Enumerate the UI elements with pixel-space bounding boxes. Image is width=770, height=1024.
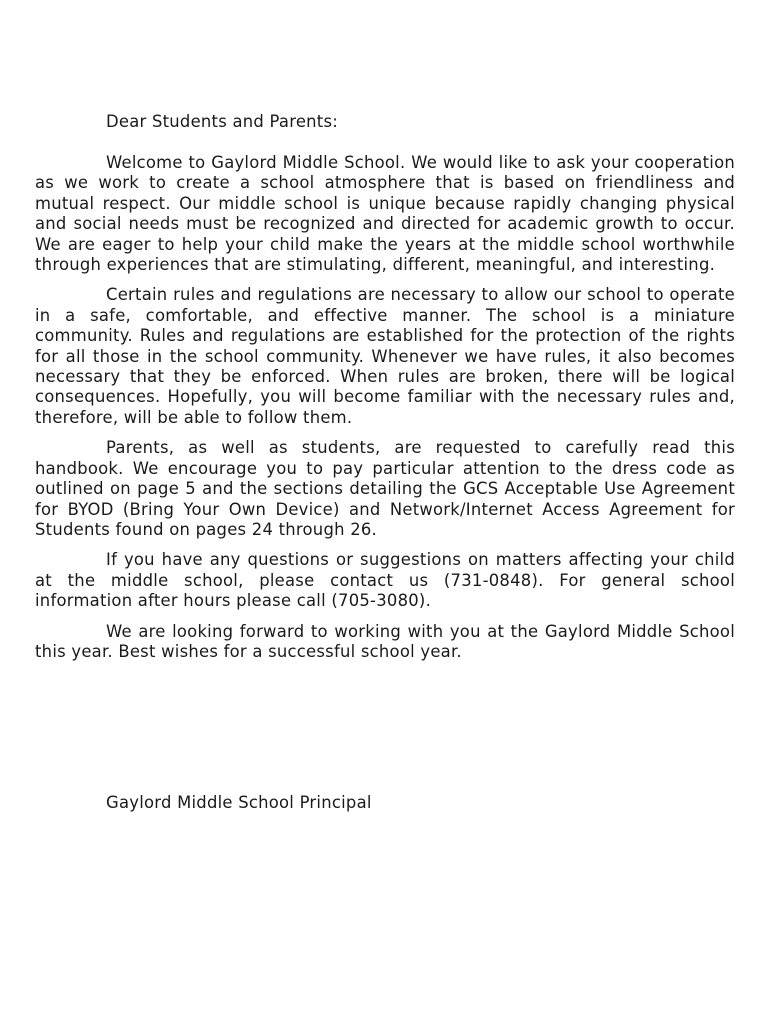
paragraph-welcome: Welcome to Gaylord Middle School. We would like to ask your cooperation as we work to create a school atmosphere that is based on friendliness and mutual respect. Our middle school is unique because rapidly changing physical and social needs must be recognized and directed for academic growth to occur. We are eager to help your child make the years at the middle school worthwhile through experiences that are stimulating, different, meaningful, and interesting.: [35, 153, 735, 275]
paragraph-contact: If you have any questions or suggestions on matters affecting your child at the middle school, please contact us (731-0848). For general school information after hours please call (705-3080).: [35, 550, 735, 611]
paragraph-closing: We are looking forward to working with you at the Gaylord Middle School this year. Best wishes for a successful school year.: [35, 621, 735, 661]
paragraph-handbook: Parents, as well as students, are requested to carefully read this handbook. We encourage you to pay particular attention to the dress code as outlined on page 5 and the sections detailing the GCS Acceptable Use Agreement for BYOD (Bring Your Own Device) and Network/Internet Access Agreement for Students found on pages 24 through 26.: [35, 438, 735, 539]
salutation: Dear Students and Parents:: [106, 112, 339, 131]
letter-body: [35, 153, 735, 672]
paragraph-rules: Certain rules and regulations are necessary to allow our school to operate in a safe, comfortable, and effective manner. The school is a miniature community. Rules and regulations are established for the protection of the rights for all those in the school community. Whenever we have rules, it also becomes necessary that they be enforced. When rules are broken, there will be logical consequences. Hopefully, you will become familiar with the necessary rules and, therefore, will be able to follow them.: [35, 285, 735, 427]
signature: Gaylord Middle School Principal: [106, 793, 372, 812]
